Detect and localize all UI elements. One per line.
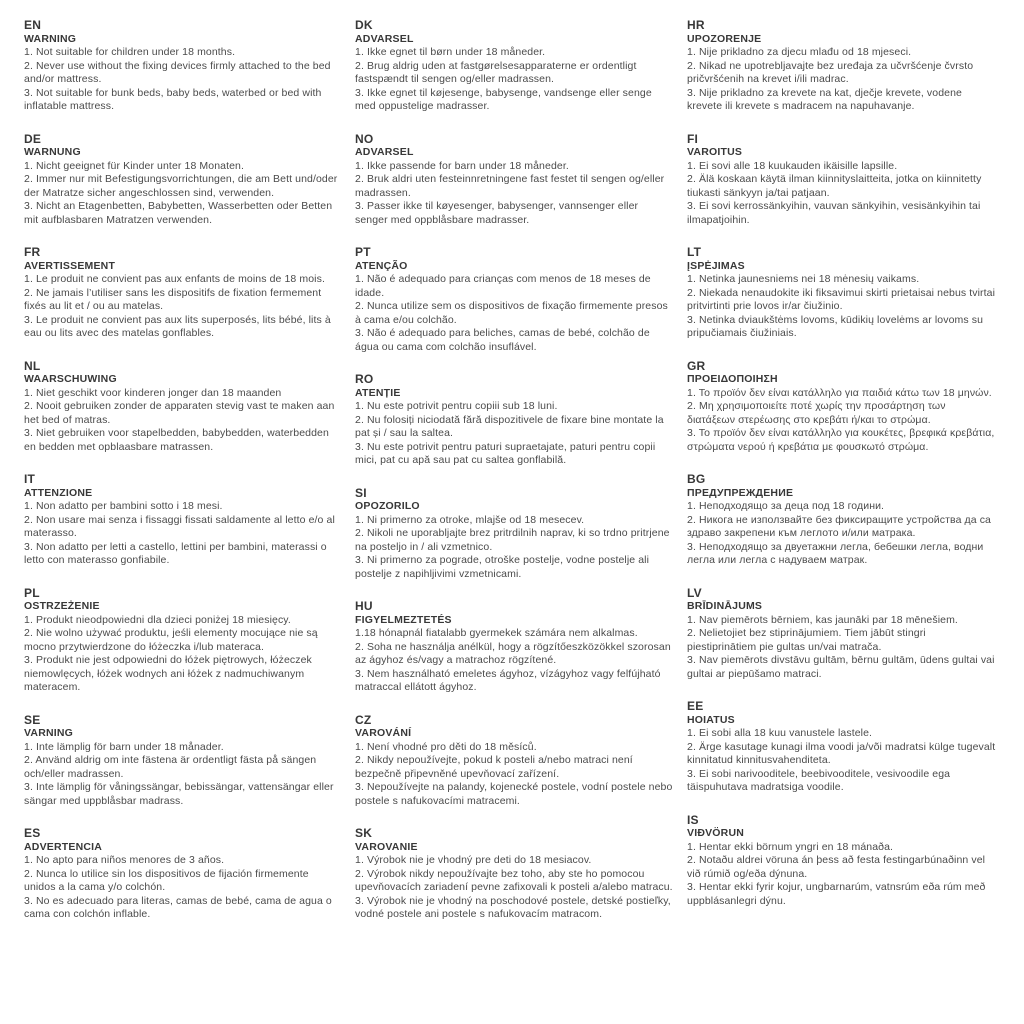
lang-section-no — [355, 133, 673, 228]
warning-item: 1.18 hónapnál fiatalabb gyermekek számára nem alkalmas. — [355, 627, 638, 639]
lang-code-en: EN — [24, 18, 42, 32]
warning-item: 1. Nicht geeignet für Kinder unter 18 Monaten. — [24, 159, 244, 172]
warning-item: 1. Não é adequado para crianças com menos de 18 meses de idade. — [355, 273, 651, 299]
warning-item: 3. Το προϊόν δεν είναι κατάλληλο για κουκέτες, βρεφικά κρεβάτια, στρώματα νερού ή κρεβάτια με φουσκωτό στρώμα. — [687, 427, 995, 453]
warning-item: 1. Netinka jaunesniems nei 18 mėnesių vaikams. — [687, 273, 920, 285]
lang-section-gr — [687, 360, 996, 455]
warning-item: 2. Nu folosiți niciodată fără dispozitivele de fixare bine montate la pat și / sau la saltea. — [355, 413, 664, 439]
lang-code-es: ES — [24, 826, 41, 840]
warning-item: 2. Nelietojiet bez stiprinājumiem. Tiem jābūt stingri piestiprinātiem pie gultas un/vai matrača. — [687, 627, 926, 653]
warning-item: 1. Nu este potrivit pentru copiii sub 18 luni. — [355, 400, 558, 412]
lang-code-sk: SK — [355, 826, 373, 840]
lang-code-ee: EE — [687, 699, 704, 713]
warning-title-lv: BRĪDINĀJUMS — [687, 600, 763, 612]
lang-code-fr: FR — [24, 245, 41, 259]
column-1 — [24, 19, 355, 941]
lang-section-lv — [687, 587, 996, 682]
lang-section-hr — [687, 19, 996, 114]
warning-item: 2. Nikad ne upotrebljavajte bez uređaja za učvršćenje čvrsto pričvršćenih na krevet i/ili madrac. — [687, 59, 974, 85]
warning-item: 2. Výrobok nikdy nepoužívajte bez toho, aby ste ho pomocou upevňovacích zariadení pevne zafixovali k posteli a/alebo matracu. — [355, 867, 673, 893]
lang-code-gr: GR — [687, 358, 706, 373]
warning-item: 2. Bruk aldri uten festeinnretningene fast festet til sengen og/eller madrassen. — [355, 173, 665, 199]
warning-item: 3. Produkt nie jest odpowiedni do łóżek piętrowych, łóżeczek niemowlęcych, łóżek wodnych ani łóżek z nadmuchiwanym materacem. — [24, 654, 312, 693]
warning-item: 3. Ei sovi kerrossänkyihin, vauvan sänkyihin, vesisänkyihin tai ilmapatjoihin. — [687, 200, 981, 226]
warning-title-it: ATTENZIONE — [24, 486, 93, 499]
warning-item: 2. Non usare mai senza i fissaggi fissati saldamente al letto e/o al materasso. — [24, 513, 335, 539]
lang-code-hu: HU — [355, 599, 373, 613]
warning-item: 3. Неподходящо за двуетажни легла, бебешки легла, водни легла или легла с надуваем матрак. — [687, 540, 984, 566]
warning-item: 3. Ei sobi narivooditele, beebivooditele, vesivoodile ega täispuhutava madratsiga voodile. — [687, 767, 951, 793]
lang-code-is: IS — [687, 812, 699, 827]
warning-item: 3. Não é adequado para beliches, camas de bebé, colchão de água ou cama com colchão insuflável. — [355, 327, 650, 353]
lang-section-fr — [24, 246, 341, 341]
warning-title-pt: ATENÇÃO — [355, 259, 408, 272]
warning-item: 2. Använd aldrig om inte fästena är ordentligt fästa på sängen och/eller madrassen. — [24, 754, 317, 780]
warning-item: 1. Ikke passende for barn under 18 måneder. — [355, 159, 569, 172]
warning-item: 2. Ne jamais l’utiliser sans les dispositifs de fixation fermement fixés au lit et / ou au matelas. — [24, 286, 322, 312]
warning-item: 1. Hentar ekki börnum yngri en 18 mánaða. — [687, 840, 894, 853]
warning-item: 1. Inte lämplig för barn under 18 månader. — [24, 740, 224, 753]
warning-item: 3. Nepoužívejte na palandy, kojenecké postele, vodní postele nebo postele s nafukovacími matracemi. — [355, 781, 673, 807]
warning-item: 3. Nije prikladno za krevete na kat, dječje krevete, vodene krevete ili krevete s madracem na napuhavanje. — [687, 86, 962, 112]
lang-code-lv: LV — [687, 585, 702, 600]
lang-section-de — [24, 133, 341, 228]
lang-section-pl — [24, 587, 341, 695]
lang-code-pt: PT — [355, 245, 371, 259]
warning-item: 3. Nu este potrivit pentru paturi supraetajate, paturi pentru copii mici, pat cu apă sau pat cu saltea gonflabilă. — [355, 440, 656, 466]
warning-item: 3. Nav piemērots divstāvu gultām, bērnu gultām, ūdens gultai vai gultai ar piepūšamo matraci. — [687, 654, 995, 680]
column-2 — [355, 19, 687, 941]
warning-item: 1. Non adatto per bambini sotto i 18 mesi. — [24, 500, 223, 512]
lang-code-nl: NL — [24, 358, 41, 373]
warning-item: 2. Μη χρησιμοποιείτε ποτέ χωρίς την προσάρτηση των διατάξεων στερέωσης στο κρεβάτι ή/και το στρώμα. — [687, 400, 946, 426]
warning-item: 2. Nikdy nepoužívejte, pokud k posteli a/nebo matraci není bezpečně připevněné upevňovací zařízení. — [355, 754, 633, 780]
warning-title-ee: HOIATUS — [687, 713, 735, 726]
lang-section-nl — [24, 360, 341, 455]
warning-item: 3. Le produit ne convient pas aux lits superposés, lits bébé, lits à eau ou lits avec des matelas gonflables. — [24, 313, 331, 339]
warning-title-gr: ΠΡΟΕΙΔΟΠΟΙΗΣΗ — [687, 373, 778, 385]
lang-section-es — [24, 827, 341, 922]
lang-section-fi — [687, 133, 996, 228]
warning-item: 3. Passer ikke til køyesenger, babysenger, vannsenger eller senger med oppblåsbare madrasser. — [355, 200, 639, 226]
lang-section-cz — [355, 714, 673, 809]
lang-code-pl: PL — [24, 585, 40, 600]
warning-title-hr: UPOZORENJE — [687, 32, 762, 45]
lang-code-de: DE — [24, 131, 42, 146]
lang-section-it — [24, 473, 341, 568]
warning-item: 2. Nie wolno używać produktu, jeśli elementy mocujące nie są mocno przytwierdzone do łóżeczka i/lub materaca. — [24, 627, 318, 653]
warning-item: 1. Nije prikladno za djecu mlađu od 18 mjeseci. — [687, 46, 912, 58]
lang-section-lt — [687, 246, 996, 341]
warning-item: 2. Brug aldrig uden at fastgørelsesapparaterne er ordentligt fastspændt til sengen og/eller madrassen. — [355, 59, 637, 85]
warning-title-ro: ATENȚIE — [355, 386, 401, 399]
warning-item: 2. Ärge kasutage kunagi ilma voodi ja/või madratsi külge tugevalt kinnitatud kinnitusvahenditeta. — [687, 740, 996, 766]
warning-title-en: WARNING — [24, 32, 77, 45]
warning-item: 1. Produkt nieodpowiedni dla dzieci poniżej 18 miesięcy. — [24, 613, 291, 626]
warning-title-si: OPOZORILO — [355, 500, 420, 512]
warning-title-is: VIÐVÖRUN — [687, 827, 745, 839]
warning-item: 1. Le produit ne convient pas aux enfants de moins de 18 mois. — [24, 273, 325, 285]
warning-item: 1. No apto para niños menores de 3 años. — [24, 854, 225, 866]
warning-title-no: ADVARSEL — [355, 146, 414, 158]
lang-code-se: SE — [24, 712, 41, 727]
warning-item: 1. Ei sovi alle 18 kuukauden ikäisille lapsille. — [687, 159, 898, 172]
lang-code-fi: FI — [687, 131, 699, 146]
warning-item: 1. Ikke egnet til børn under 18 måneder. — [355, 46, 546, 58]
lang-code-lt: LT — [687, 245, 702, 259]
warning-item: 2. Never use without the fixing devices firmly attached to the bed and/or mattress. — [24, 59, 331, 85]
lang-code-hr: HR — [687, 18, 705, 32]
lang-section-sk — [355, 827, 673, 922]
warning-title-cz: VAROVÁNÍ — [355, 727, 412, 739]
warning-item: 1. Nav piemērots bērniem, kas jaunāki par 18 mēnešiem. — [687, 613, 958, 626]
warning-item: 1. Ei sobi alla 18 kuu vanustele lastele. — [687, 727, 873, 739]
warning-title-es: ADVERTENCIA — [24, 840, 103, 853]
lang-code-dk: DK — [355, 18, 373, 32]
lang-section-ee — [687, 700, 996, 795]
warning-title-de: WARNUNG — [24, 146, 81, 158]
warning-item: 3. Netinka dviaukštėms lovoms, kūdikių lovelėms ar lovoms su pripučiamais čiužiniais. — [687, 313, 984, 339]
lang-code-ro: RO — [355, 372, 374, 386]
warning-item: 3. Hentar ekki fyrir kojur, ungbarnarúm, vatnsrúm eða rúm með uppblásanlegri dýnu. — [687, 881, 986, 907]
lang-code-bg: BG — [687, 472, 706, 486]
lang-code-it: IT — [24, 472, 36, 486]
warning-item: 1. Ni primerno za otroke, mlajše od 18 mesecev. — [355, 513, 585, 526]
warning-item: 3. Ni primerno za pograde, otroške postelje, vodne postelje ali postelje z napihljivimi vzmetnicami. — [355, 554, 650, 580]
warning-item: 2. Soha ne használja anélkül, hogy a rögzítőeszközökkel szorosan az ágyhoz és/vagy a matrachoz rögzítené. — [355, 640, 671, 666]
lang-section-se — [24, 714, 341, 809]
warning-item: 2. Immer nur mit Befestigungsvorrichtungen, die am Bett und/oder der Matratze sicher angeschlossen sind, verwenden. — [24, 173, 338, 199]
lang-code-si: SI — [355, 485, 367, 500]
column-3 — [687, 19, 1010, 927]
warning-item: 2. Nooit gebruiken zonder de apparaten stevig vast te maken aan het bed of matras. — [24, 400, 335, 426]
lang-section-en — [24, 19, 341, 114]
warning-item: 1. Niet geschikt voor kinderen jonger dan 18 maanden — [24, 386, 282, 399]
warning-item: 3. Niet gebruiken voor stapelbedden, babybedden, waterbedden en bedden met opblaasbare matrassen. — [24, 427, 329, 453]
lang-section-hu — [355, 600, 673, 695]
warning-title-se: VARNING — [24, 727, 74, 739]
lang-section-bg — [687, 473, 996, 568]
warning-title-nl: WAARSCHUWING — [24, 373, 117, 385]
warning-item: 1. Není vhodné pro děti do 18 měsíců. — [355, 740, 537, 753]
lang-section-is — [687, 814, 996, 909]
warning-item: 1. Výrobok nie je vhodný pre deti do 18 mesiacov. — [355, 854, 592, 866]
warning-item: 3. Not suitable for bunk beds, baby beds, waterbed or bed with inflatable mattress. — [24, 86, 322, 112]
lang-section-ro — [355, 373, 673, 468]
warning-item: 1. Неподходящо за деца под 18 години. — [687, 500, 885, 512]
warning-title-fr: AVERTISSEMENT — [24, 259, 116, 272]
warning-item: 3. No es adecuado para literas, camas de bebé, cama de agua o cama con colchón inflable. — [24, 894, 332, 920]
warning-title-hu: FIGYELMEZTETÉS — [355, 613, 452, 626]
warning-item: 1. Not suitable for children under 18 months. — [24, 46, 236, 58]
warning-item: 1. Το προϊόν δεν είναι κατάλληλο για παιδιά κάτω των 18 μηνών. — [687, 386, 992, 399]
warning-item: 2. Nikoli ne uporabljajte brez pritrdilnih naprav, ki so trdno pritrjene na posteljo in / ali vzmetnico. — [355, 527, 670, 553]
lang-section-pt — [355, 246, 673, 354]
warning-title-bg: ПРЕДУПРЕЖДЕНИЕ — [687, 486, 794, 499]
warning-title-sk: VAROVANIE — [355, 840, 418, 853]
warning-item: 3. Nicht an Etagenbetten, Babybetten, Wasserbetten oder Betten mit aufblasbaren Matratzen verwenden. — [24, 200, 333, 226]
lang-code-cz: CZ — [355, 712, 372, 727]
warning-item: 3. Nem használható emeletes ágyhoz, vízágyhoz vagy felfújható matraccal ellátott ágyhoz. — [355, 667, 661, 693]
lang-section-dk — [355, 19, 673, 114]
warning-item: 2. Niekada nenaudokite iki fiksavimui skirti prietaisai nebus tvirtai pritvirtinti prie lovos ir/ar čiužinio. — [687, 286, 996, 312]
warning-title-lt: ĮSPĖJIMAS — [687, 259, 745, 272]
warning-item: 2. Nunca lo utilice sin los dispositivos de fijación firmemente unidos a la cama y/o colchón. — [24, 867, 309, 893]
warning-item: 3. Výrobok nie je vhodný na poschodové postele, detské postieľky, vodné postele ani postele s nafukovacím matracom. — [355, 894, 671, 920]
warning-title-dk: ADVARSEL — [355, 32, 414, 45]
warning-item: 2. Никога не използвайте без фиксиращите устройства да са здраво закрепени към леглото и/или матрака. — [687, 513, 991, 539]
warning-item: 2. Notaðu aldrei vöruna án þess að festa festingarbúnaðinn vel við rúmið og/eða dýnuna. — [687, 854, 986, 880]
warning-item: 2. Älä koskaan käytä ilman kiinnityslaitteita, jotka on kiinnitetty tiukasti sänkyyn ja/tai patjaan. — [687, 173, 982, 199]
warning-item: 3. Inte lämplig för våningssängar, bebissängar, vattensängar eller sängar med uppblåsbar madrass. — [24, 781, 334, 807]
warning-title-pl: OSTRZEŻENIE — [24, 600, 100, 612]
warning-item: 3. Non adatto per letti a castello, lettini per bambini, materassi o letto con materasso gonfiabile. — [24, 540, 327, 566]
lang-code-no: NO — [355, 131, 374, 146]
warning-item: 2. Nunca utilize sem os dispositivos de fixação firmemente presos à cama e/ou colchão. — [355, 300, 668, 326]
warning-item: 3. Ikke egnet til køjesenge, babysenge, vandsenge eller senge med oppustelige madrasser. — [355, 86, 652, 112]
warning-title-fi: VAROITUS — [687, 146, 743, 158]
lang-section-si — [355, 487, 673, 582]
